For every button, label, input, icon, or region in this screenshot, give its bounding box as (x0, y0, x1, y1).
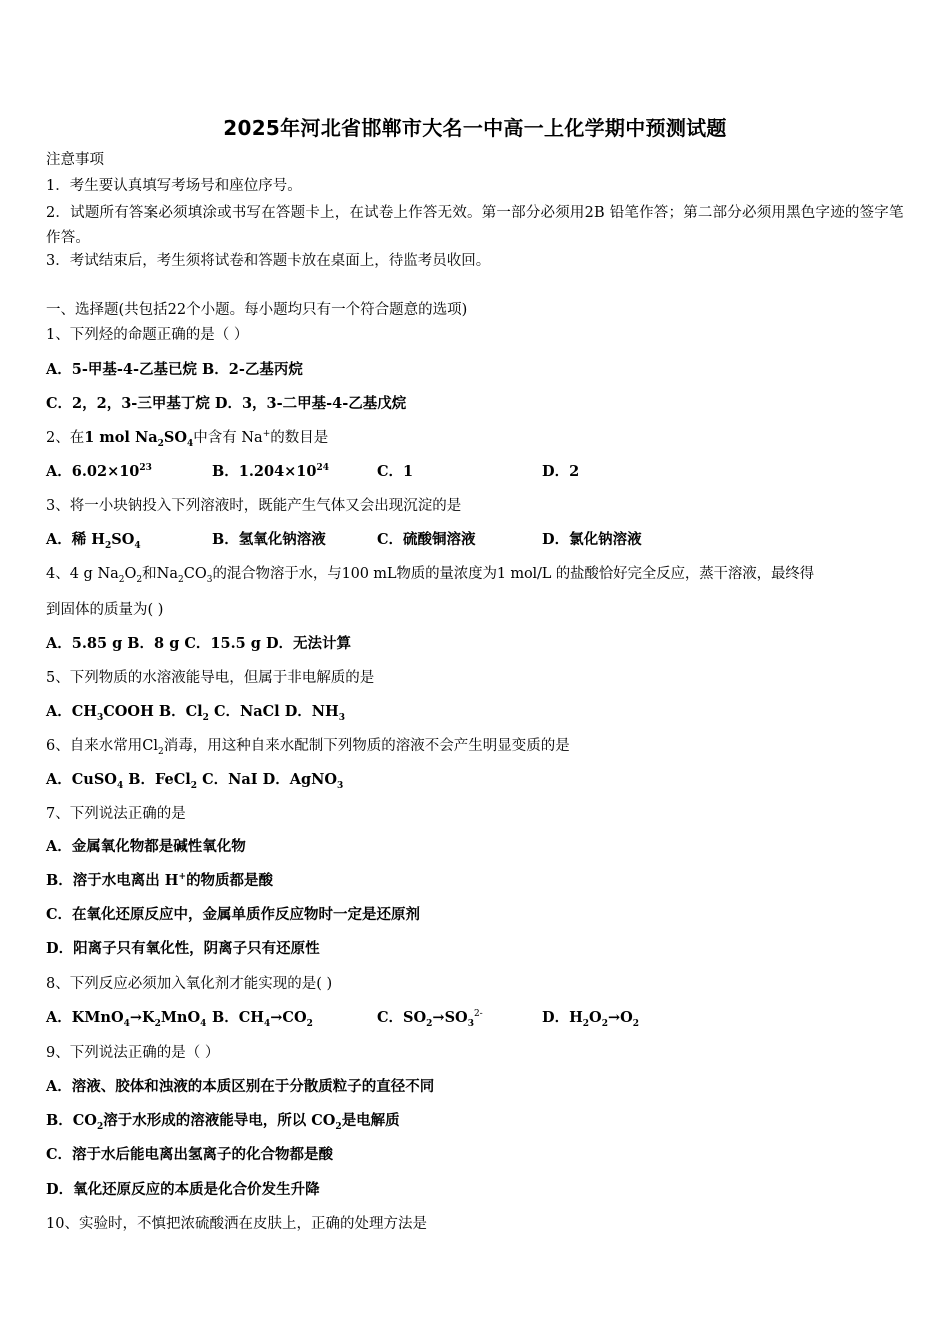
question-8-option-d: D．$H_2O_2\to O_2$ (542, 1009, 639, 1029)
question-2-option-b: B．$1.204\times 10^{24}$ (212, 463, 330, 480)
notice-item-3: 3．考试结束后，考生须将试卷和答题卡放在桌面上，待监考员收回。 (46, 253, 491, 269)
question-9-option-c: C．溶于水后能电离出氢离子的化合物都是酸 (46, 1146, 334, 1163)
question-2-option-c: C．1 (377, 463, 414, 480)
question-6-options: A．CuSO$_4$ B．FeCl$_2$ C．NaI D．AgNO$_3$ (46, 771, 344, 791)
question-3-stem: 3、将一小块钠投入下列溶液时，既能产生气体又会出现沉淀的是 (46, 498, 462, 514)
question-8-option-b: B．$CH_4\to CO_2$ (212, 1009, 313, 1029)
question-7-option-a: A．金属氧化物都是碱性氧化物 (46, 838, 246, 855)
question-3-option-c: C．硫酸铜溶液 (377, 531, 476, 548)
question-2-stem: 2、在1 mol $Na_2SO_4$中含有 Na+的数目是 (46, 429, 329, 449)
question-1-options-cd: C．2，2，3-三甲基丁烷 D．3，3-二甲基-4-乙基戊烷 (46, 395, 407, 412)
question-4-stem: 4、4 g $Na_2O_2$和$Na_2CO_3$的混合物溶于水，与100 mL物质的量浓度为1 mol/L 的盐酸恰好完全反应，蒸干溶液，最终得 (46, 566, 814, 585)
question-8-option-a: A．$KMnO_4\to K_2MnO_4$ (46, 1009, 207, 1029)
question-4-stem-cont: 到固体的质量为( ) (46, 602, 164, 618)
question-8-stem: 8、下列反应必须加入氧化剂才能实现的是( ) (46, 976, 333, 992)
question-5-stem: 5、下列物质的水溶液能导电，但属于非电解质的是 (46, 670, 375, 686)
question-10-stem: 10、实验时，不慎把浓硫酸洒在皮肤上，正确的处理方法是 (46, 1216, 427, 1232)
notice-item-1: 1．考生要认真填写考场号和座位序号。 (46, 178, 302, 194)
section-heading: 一、选择题(共包括22个小题。每小题均只有一个符合题意的选项) (46, 302, 468, 318)
question-9-option-b: B．$CO_2$溶于水形成的溶液能导电，所以 $CO_2$是电解质 (46, 1112, 400, 1132)
question-3-option-b: B．氢氧化钠溶液 (212, 531, 326, 548)
question-6-stem: 6、自来水常用$Cl_2$消毒，用这种自来水配制下列物质的溶液不会产生明显变质的是 (46, 738, 570, 757)
question-3-option-d: D．氯化钠溶液 (542, 531, 642, 548)
notice-item-2: 2．试题所有答案必须填涂或书写在答题卡上，在试卷上作答无效。第一部分必须用2B 铅笔作答；第二部分必须用黑色字迹的签字笔作答。 (46, 205, 904, 246)
question-3-option-a: A．稀 $H_2SO_4$ (46, 531, 141, 551)
question-9-option-d: D．氧化还原反应的本质是化合价发生升降 (46, 1181, 320, 1198)
question-7-option-b: B．溶于水电离出 H+的物质都是酸 (46, 872, 274, 889)
question-7-stem: 7、下列说法正确的是 (46, 806, 186, 822)
question-2-option-d: D．2 (542, 463, 580, 480)
question-2-option-a: A．$6.02\times 10^{23}$ (46, 463, 152, 480)
notice-heading: 注意事项 (46, 152, 104, 168)
question-9-option-a: A．溶液、胶体和浊液的本质区别在于分散质粒子的直径不同 (46, 1078, 435, 1095)
question-4-options: A．5.85 g B．8 g C．15.5 g D．无法计算 (46, 635, 352, 652)
question-5-options: A．$CH_3COOH$ B．$Cl_2$ C．NaCl D．$NH_3$ (46, 703, 346, 723)
question-7-option-c: C．在氧化还原反应中，金属单质作反应物时一定是还原剂 (46, 906, 421, 923)
question-1-options-ab: A．5-甲基-4-乙基已烷 B．2-乙基丙烷 (46, 361, 303, 378)
question-9-stem: 9、下列说法正确的是（ ） (46, 1045, 220, 1061)
question-8-option-c: C．$SO_2\to SO_3^{2-}$ (377, 1009, 483, 1029)
question-1-stem: 1、下列烃的命题正确的是（ ） (46, 327, 249, 343)
page-title: 2025年河北省邯郸市大名一中高一上化学期中预测试题 (223, 116, 727, 140)
question-7-option-d: D．阳离子只有氧化性，阴离子只有还原性 (46, 940, 320, 957)
